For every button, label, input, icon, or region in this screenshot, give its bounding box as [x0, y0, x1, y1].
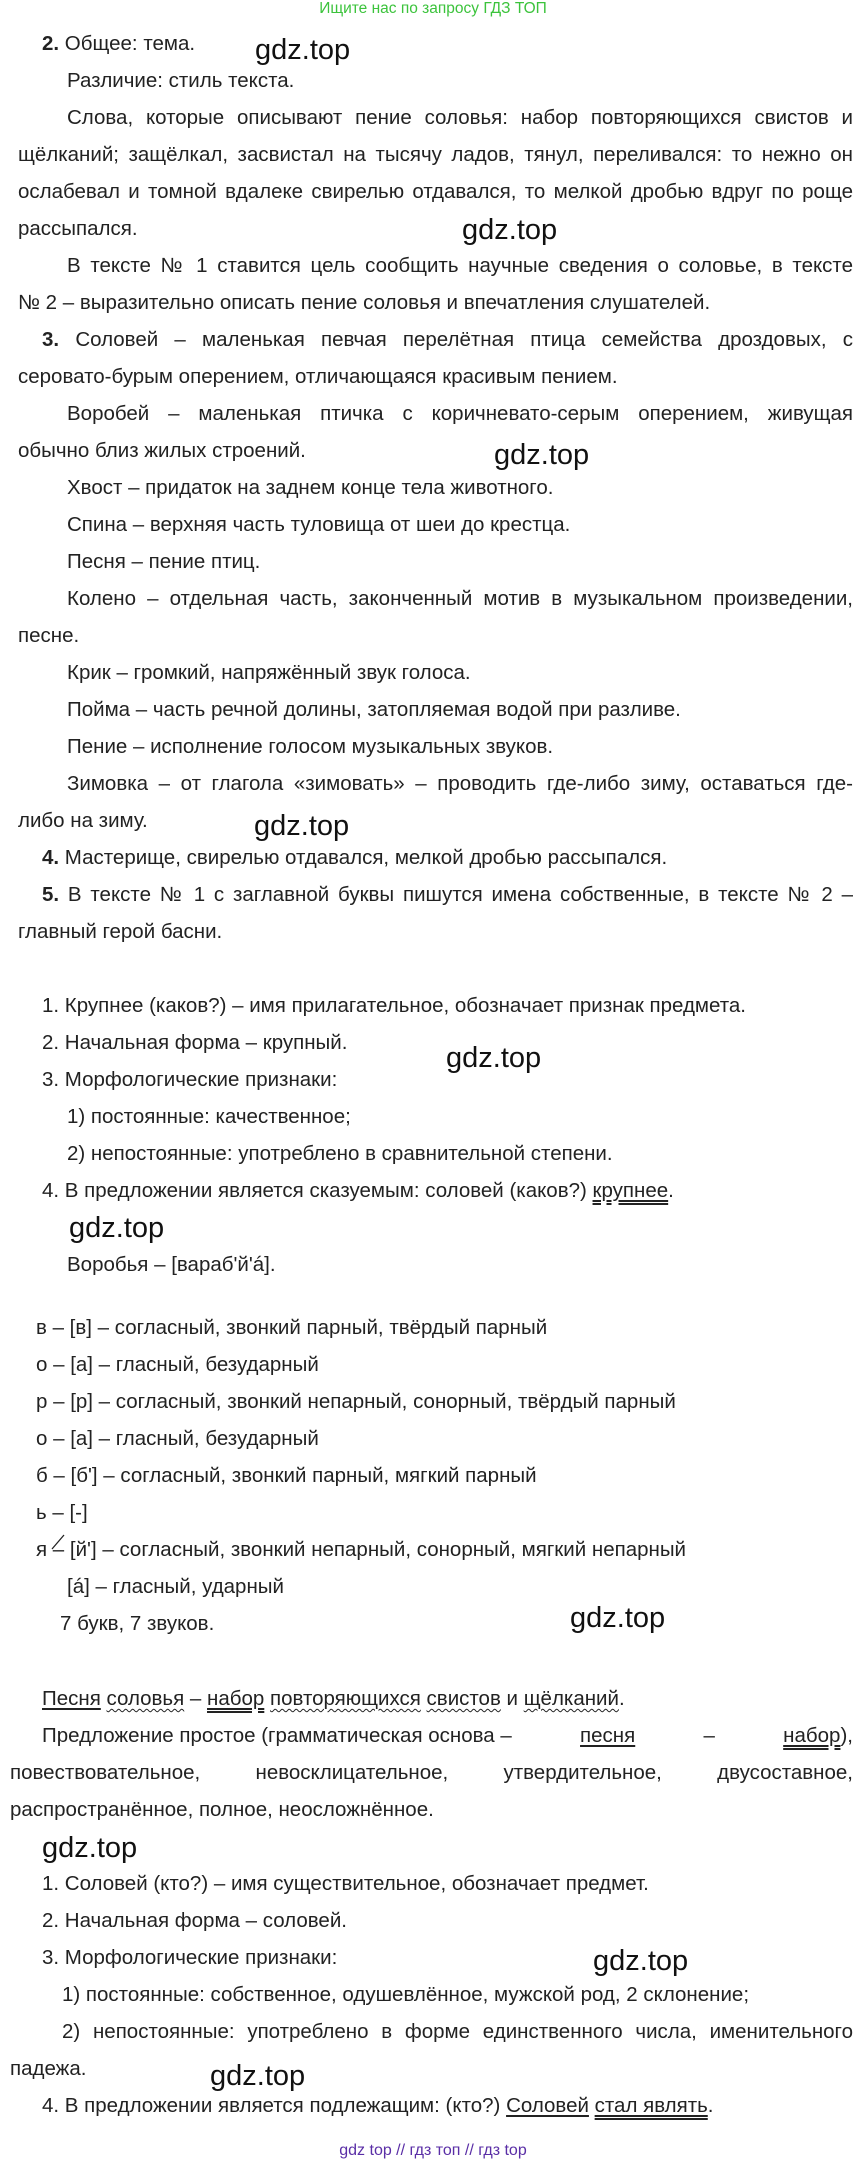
predicate-word: крупнее — [592, 1179, 669, 1202]
phonetic-count: 7 букв, 7 звуков. — [60, 1612, 215, 1635]
text: Мастерище, свирелью отдавался, мелкой дробью рассыпался. — [59, 846, 668, 869]
task-3-line-5: Хвост – придаток на заднем конце тела животного. — [67, 476, 554, 499]
task-4-line — [42, 844, 667, 872]
attribute-word: соловья — [106, 1687, 185, 1710]
footer-links — [0, 2142, 866, 2160]
morph1-line-5: 2) непостоянные: употреблено в сравнительной степени. — [67, 1142, 613, 1165]
syntax-desc-line-3: распространённое, полное, неосложнённое. — [10, 1798, 434, 1821]
watermark: gdz.top — [254, 810, 350, 842]
phonetic-word: Воробья – [вараб'й'á]. — [67, 1253, 276, 1276]
text: В тексте № 1 с заглавной буквы пишутся имена собственные, в тексте № 2 – — [59, 883, 853, 906]
task-5-line-2: главный герой басни. — [18, 920, 223, 943]
task-2-line-8: № 2 – выразительно описать пение соловья и впечатления слушателей. — [18, 291, 711, 314]
task-2-line-2: Различие: стиль текста. — [67, 69, 295, 92]
task-2-line-5: ослабевал и томной вдалеке свирелью отдавался, то мелкой дробью вдруг по роще — [18, 180, 853, 203]
text: Предложение простое (грамматическая основа – — [42, 1724, 512, 1747]
task-2-line-7: В тексте № 1 ставится цель сообщить научные сведения о соловье, в тексте — [67, 254, 853, 277]
text: 4. В предложении является сказуемым: соловей (каков?) — [42, 1179, 593, 1202]
morph2-line-2: 2. Начальная форма – соловей. — [42, 1909, 347, 1932]
task-3-line-4: обычно близ жилых строений. — [18, 439, 306, 462]
task-2-line-4: щёлканий; защёлкал, засвистал на тысячу ладов, тянул, переливался: то нежно он — [18, 143, 853, 166]
attribute-word: свистов — [426, 1687, 501, 1710]
task-number: 3. — [42, 328, 60, 351]
task-3-line-10: Крик – громкий, напряжённый звук голоса. — [67, 661, 471, 684]
task-2-line-1 — [42, 30, 195, 58]
text: Соловей – маленькая певчая перелётная птица семейства дроздовых, с — [59, 328, 853, 351]
phonetic-row: ь – [-] — [36, 1501, 88, 1524]
syntax-sentence — [42, 1685, 625, 1713]
morph2-line-7 — [42, 2092, 713, 2120]
watermark: gdz.top — [42, 1832, 138, 1864]
watermark: gdz.top — [255, 34, 351, 66]
attribute-word: щёлканий — [523, 1687, 619, 1710]
morph1-line-1: 1. Крупнее (каков?) – имя прилагательное, обозначает признак предмета. — [42, 994, 746, 1017]
morph2-line-3: 3. Морфологические признаки: — [42, 1946, 338, 1969]
attribute-word: повторяющихся — [270, 1687, 421, 1710]
separator: // — [460, 2142, 479, 2159]
footer-link[interactable]: гдз top — [478, 2142, 527, 2159]
task-number: 4. — [42, 846, 60, 869]
banner-link[interactable]: Ищите нас по запросу ГДЗ ТОП — [319, 0, 547, 17]
task-3-line-7: Песня – пение птиц. — [67, 550, 261, 573]
text: . — [618, 1687, 625, 1710]
phonetic-row: я – [й'] – согласный, звонкий непарный, сонорный, мягкий непарный — [36, 1538, 687, 1561]
watermark: gdz.top — [570, 1602, 666, 1634]
task-number: 5. — [42, 883, 60, 906]
syntax-desc-line-2: повествовательное, невосклицательное, утвердительное, двусоставное, — [10, 1761, 853, 1784]
text: и — [500, 1687, 524, 1710]
task-3-line-1 — [42, 326, 853, 354]
subject-word: песня — [580, 1724, 636, 1747]
text: 4. В предложении является подлежащим: (кто?) — [42, 2094, 507, 2117]
morph1-line-6 — [42, 1177, 674, 1205]
task-3-line-11: Пойма – часть речной долины, затопляемая водой при разливе. — [67, 698, 681, 721]
morph2-line-4: 1) постоянные: собственное, одушевлённое, мужской род, 2 склонение; — [62, 1983, 750, 2006]
text: . — [707, 2094, 714, 2117]
morph1-line-4: 1) постоянные: качественное; — [67, 1105, 351, 1128]
task-3-line-8: Колено – отдельная часть, законченный мотив в музыкальном произведении, — [67, 587, 853, 610]
task-3-line-3: Воробей – маленькая птичка с коричневато-серым оперением, живущая — [67, 402, 853, 425]
task-3-line-13: Зимовка – от глагола «зимовать» – проводить где-либо зиму, оставаться где- — [67, 772, 853, 795]
watermark: gdz.top — [462, 214, 558, 246]
separator: // — [391, 2142, 410, 2159]
phonetic-row: о – [а] – гласный, безударный — [36, 1427, 319, 1450]
task-3-line-2: серовато-бурым оперением, отличающаяся красивым пением. — [18, 365, 618, 388]
predicate-word: стал являть — [594, 2094, 708, 2117]
task-3-line-9: песне. — [18, 624, 80, 647]
footer-link[interactable]: gdz top — [339, 2142, 392, 2159]
predicate-group — [783, 1722, 853, 1750]
text: ), — [840, 1724, 853, 1747]
footer-link[interactable]: гдз топ — [409, 2142, 461, 2159]
morph1-line-3: 3. Морфологические признаки: — [42, 1068, 338, 1091]
phonetic-row: р – [р] – согласный, звонкий непарный, сонорный, твёрдый парный — [36, 1390, 676, 1413]
watermark: gdz.top — [494, 439, 590, 471]
text: – — [703, 1724, 715, 1747]
morph2-line-6: падежа. — [10, 2057, 87, 2080]
phonetic-row: о – [а] – гласный, безударный — [36, 1353, 319, 1376]
predicate-word: набор — [207, 1687, 265, 1710]
task-3-line-12: Пение – исполнение голосом музыкальных звуков. — [67, 735, 554, 758]
text: Общее: тема. — [59, 32, 196, 55]
task-2-line-6: рассыпался. — [18, 217, 138, 240]
phonetic-row: [á] – гласный, ударный — [67, 1575, 284, 1598]
text: – — [184, 1687, 208, 1710]
task-3-line-6: Спина – верхняя часть туловища от шеи до крестца. — [67, 513, 571, 536]
top-banner[interactable] — [0, 0, 866, 18]
predicate-word: набор — [783, 1724, 841, 1747]
sound-split-bracket — [48, 1533, 70, 1555]
watermark: gdz.top — [446, 1042, 542, 1074]
morph2-line-5: 2) непостоянные: употреблено в форме единственного числа, именительного — [62, 2020, 853, 2043]
watermark: gdz.top — [593, 1945, 689, 1977]
task-5-line-1 — [42, 881, 853, 909]
subject-word: Соловей — [506, 2094, 589, 2117]
task-2-line-3: Слова, которые описывают пение соловья: набор повторяющихся свистов и — [67, 106, 853, 129]
watermark: gdz.top — [210, 2060, 306, 2092]
subject-word: Песня — [42, 1687, 101, 1710]
text: . — [668, 1179, 674, 1202]
morph1-line-2: 2. Начальная форма – крупный. — [42, 1031, 348, 1054]
phonetic-row: в – [в] – согласный, звонкий парный, твёрдый парный — [36, 1316, 548, 1339]
syntax-desc-line-1 — [42, 1722, 853, 1750]
phonetic-row: б – [б'] – согласный, звонкий парный, мягкий парный — [36, 1464, 537, 1487]
task-number: 2. — [42, 32, 60, 55]
morph2-line-1: 1. Соловей (кто?) – имя существительное, обозначает предмет. — [42, 1872, 649, 1895]
task-3-line-14: либо на зиму. — [18, 809, 148, 832]
watermark: gdz.top — [69, 1212, 165, 1244]
